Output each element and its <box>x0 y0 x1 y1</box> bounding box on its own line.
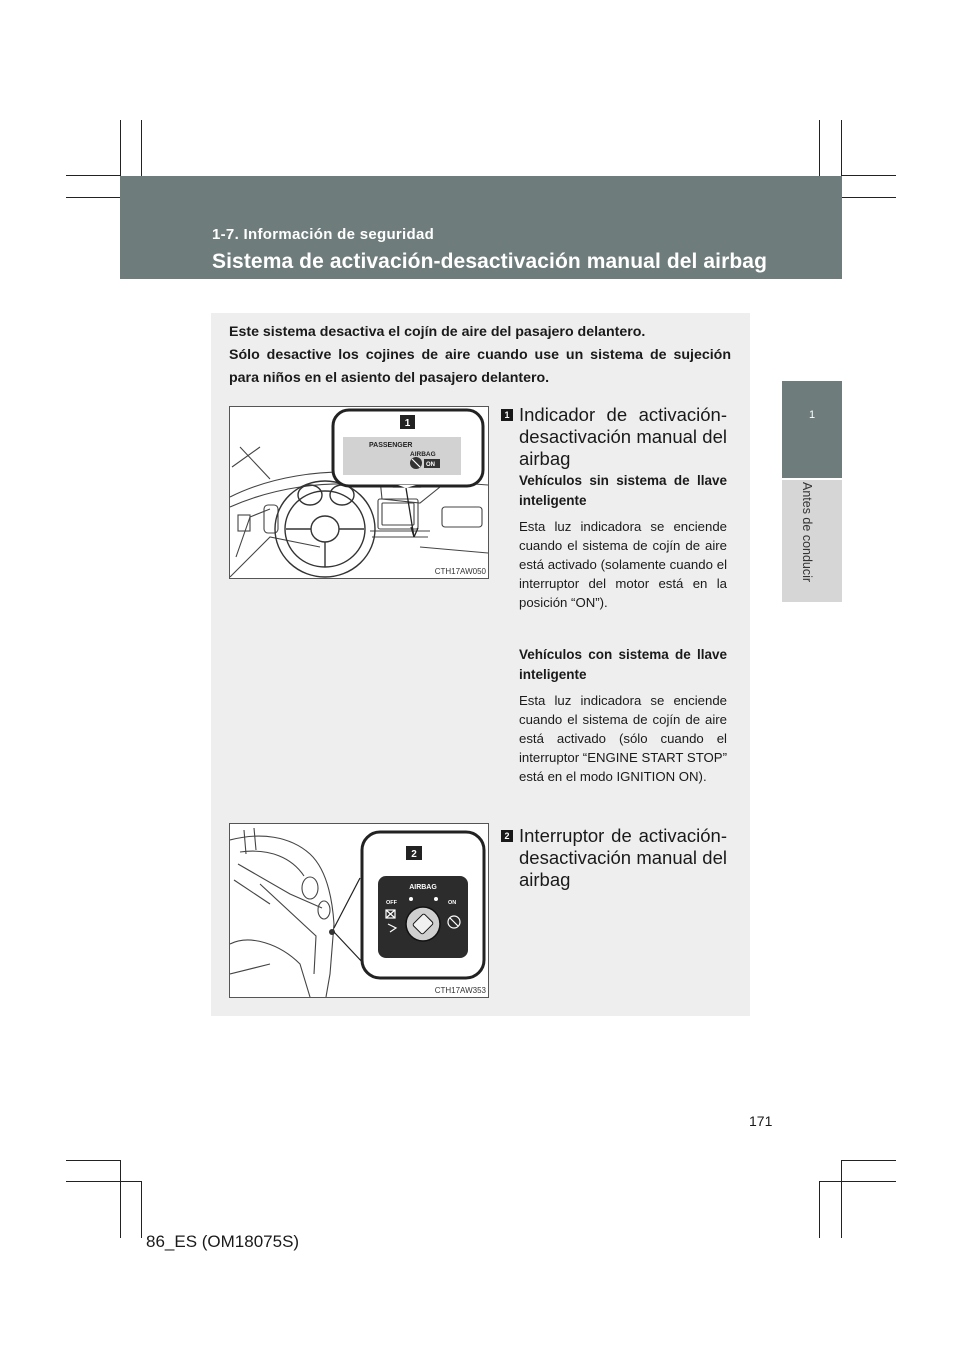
chapter-title: Antes de conducir <box>800 482 814 583</box>
crop-mark <box>141 1181 142 1238</box>
airbag-switch-drawing <box>230 824 488 997</box>
item-title: Interruptor de activación-desactivación manual del airbag <box>519 825 727 890</box>
crop-mark <box>819 1181 896 1182</box>
crop-mark <box>66 1160 120 1161</box>
crop-mark <box>841 1160 842 1238</box>
figure-code: CTH17AW050 <box>434 567 486 576</box>
indicator-on-label: ON <box>426 462 435 468</box>
crop-mark <box>819 120 820 176</box>
crop-mark <box>141 120 142 176</box>
callout-number: 2 <box>411 849 417 860</box>
subsection-text: Esta luz indicadora se enciende cuando el sistema de cojín de aire está activado (sólo cuando el interruptor “ENGINE START STOP” está en el modo IGNITION ON). <box>519 693 727 784</box>
intro-line: Sólo desactive los cojines de aire cuando use un sistema de sujeción para niños en el asiento del pasajero delantero. <box>229 347 731 386</box>
item-number-badge: 1 <box>501 409 513 421</box>
crop-mark <box>842 197 896 198</box>
airbag-switch-illustration <box>229 823 489 998</box>
page-number: 171 <box>749 1113 773 1129</box>
crop-mark <box>66 197 120 198</box>
indicator-airbag-label: AIRBAG <box>410 451 436 458</box>
subsection-text: Esta luz indicadora se enciende cuando el sistema de cojín de aire está activado (solamente cuando el interruptor del motor está en la posición “ON”). <box>519 519 727 610</box>
subsection-heading: Vehículos con sistema de llave inteligente <box>519 647 727 682</box>
crop-mark <box>842 175 896 176</box>
intro-text <box>229 321 731 390</box>
chapter-number: 1 <box>808 409 816 421</box>
callout-number: 1 <box>404 418 411 429</box>
figure-code: CTH17AW353 <box>434 986 486 995</box>
crop-mark <box>120 120 121 176</box>
page-title: Sistema de activación-desactivación manual del airbag <box>212 250 768 273</box>
indicator-passenger-label: PASSENGER <box>369 442 413 449</box>
item-number-badge: 2 <box>501 830 513 842</box>
crop-mark <box>66 175 120 176</box>
crop-mark <box>842 1160 896 1161</box>
dashboard-drawing <box>230 407 488 578</box>
subsection-heading: Vehículos sin sistema de llave inteligente <box>519 473 727 508</box>
section-title: 1-7. Información de seguridad <box>212 226 435 243</box>
crop-mark <box>841 120 842 176</box>
chapter-title-tab <box>782 480 842 602</box>
chapter-tab <box>782 381 842 478</box>
switch-off-label: OFF <box>386 900 397 906</box>
item-title: Indicador de activación-desactivación manual del airbag <box>519 404 727 469</box>
crop-mark <box>120 1160 121 1238</box>
content-box <box>211 313 750 1016</box>
header-band <box>120 176 842 279</box>
document-code: 86_ES (OM18075S) <box>146 1232 300 1251</box>
crop-mark <box>819 1181 820 1238</box>
crop-mark <box>66 1181 141 1182</box>
switch-on-label: ON <box>448 900 457 906</box>
dashboard-illustration <box>229 406 489 579</box>
intro-line: Este sistema desactiva el cojín de aire del pasajero delantero. <box>229 324 646 340</box>
switch-airbag-label: AIRBAG <box>409 884 437 891</box>
